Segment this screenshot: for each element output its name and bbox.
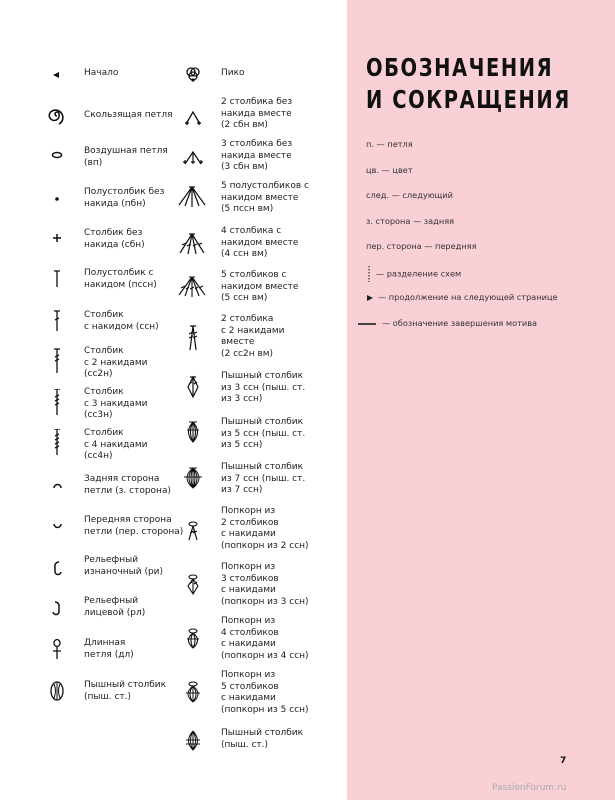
arrow-right-icon <box>366 294 374 302</box>
legend-label: Пышный столбик (пыш. ст.) <box>84 680 167 702</box>
page-title <box>366 52 571 116</box>
legend-label: 3 столбика без накида вместе (3 сбн вм) <box>221 139 293 172</box>
legend-label: 4 столбика с накидом вместе (4 ссн вм) <box>221 226 299 259</box>
legend-label: Полустолбик с накидом (пссн) <box>84 268 157 290</box>
popcorn4-icon <box>180 625 206 651</box>
back-loop-icon <box>44 472 70 498</box>
legend-label: Попкорн из 4 столбиков с накидами (попкорн из 4 ссн) <box>221 616 309 661</box>
legend-label: Попкорн из 2 столбиков с накидами (попкорн из 2 ссн) <box>221 506 309 551</box>
sc2tog-icon <box>180 104 206 130</box>
legend-label: Скользящая петля <box>84 110 173 120</box>
legend-label: 2 столбика без накида вместе (2 сбн вм) <box>221 97 293 130</box>
solid-line-icon <box>358 321 378 327</box>
trtr-icon <box>44 429 70 455</box>
abbr-text: — разделение схем <box>376 268 462 279</box>
legend-label: Рельефный изнаночный (ри) <box>84 555 164 577</box>
t-stitch-icon <box>44 266 70 292</box>
legend-label: Передняя сторона петли (пер. сторона) <box>84 515 184 537</box>
legend-label: Столбик с накидом (ссн) <box>84 310 159 332</box>
page-number: 7 <box>560 756 567 766</box>
dc5tog-icon <box>177 274 203 300</box>
legend-label: Задняя сторона петли (з. сторона) <box>84 474 171 496</box>
abbr-item: пер. сторона — передняя <box>366 241 477 251</box>
tr2tog-icon <box>180 325 206 351</box>
puff7-icon <box>180 465 206 491</box>
abbr-item: след. — следующий <box>366 190 453 200</box>
front-post-icon <box>44 595 70 621</box>
title-line-1: ОБОЗНАЧЕНИЯ <box>366 53 554 82</box>
legend-label: Пышный столбик из 7 ссн (пыш. ст. из 7 ссн) <box>221 462 306 495</box>
pink-panel <box>347 0 615 800</box>
popcorn2-icon <box>180 518 206 544</box>
legend-label: Длинная петля (дл) <box>84 638 134 660</box>
legend-label: Столбик с 2 накидами (сс2н) <box>84 346 148 379</box>
dc-icon <box>44 308 70 334</box>
dot-icon <box>44 186 70 212</box>
legend-label: Полустолбик без накида (пбн) <box>84 187 165 209</box>
puff5-icon <box>180 419 206 445</box>
abbr-item-solid <box>358 318 537 328</box>
slip-loop-icon <box>44 103 70 129</box>
legend-label: Столбик с 3 накидами (сс3н) <box>84 387 148 420</box>
abbr-item-dotted <box>366 266 461 282</box>
watermark: PassionForum.ru <box>492 783 567 793</box>
legend-label: Пико <box>221 68 245 78</box>
puff-stitch-icon <box>180 727 206 753</box>
abbr-item: з. сторона — задняя <box>366 216 455 226</box>
legend-label: Рельефный лицевой (рл) <box>84 596 146 618</box>
back-post-icon <box>44 555 70 581</box>
picot-icon <box>180 61 206 87</box>
start-arrow-icon <box>44 62 70 88</box>
dtr-icon <box>44 389 70 415</box>
legend-label: Воздушная петля (вп) <box>84 146 168 168</box>
legend-label: Начало <box>84 68 119 78</box>
legend-label: Пышный столбик (пыш. ст.) <box>221 728 304 750</box>
legend-label: Пышный столбик из 3 ссн (пыш. ст. из 3 ссн) <box>221 371 306 404</box>
hdc5tog-icon <box>177 184 203 210</box>
popcorn3-icon <box>180 571 206 597</box>
long-loop-icon <box>44 635 70 661</box>
legend-label: Столбик с 4 накидами (сс4н) <box>84 428 148 461</box>
legend-label: Попкорн из 3 столбиков с накидами (попкорн из 3 ссн) <box>221 562 309 607</box>
abbr-item: цв. — цвет <box>366 165 413 175</box>
abbr-item-arrow <box>366 292 558 302</box>
abbr-text: — продолжение на следующей странице <box>378 292 558 302</box>
sc3tog-icon <box>180 144 206 170</box>
front-loop-icon <box>44 513 70 539</box>
legend-label: 5 столбиков с накидом вместе (5 ссн вм) <box>221 270 299 303</box>
title-line-2: И СОКРАЩЕНИЯ <box>366 85 571 114</box>
legend-label: Пышный столбик из 5 ссн (пыш. ст. из 5 ссн) <box>221 417 306 450</box>
popcorn5-icon <box>180 679 206 705</box>
abbr-text: — обозначение завершения мотива <box>382 318 538 328</box>
chain-oval-icon <box>44 142 70 168</box>
legend-label: 2 столбика с 2 накидами вместе (2 сс2н вм) <box>221 314 285 359</box>
legend-label: 5 полустолбиков с накидом вместе (5 пссн вм) <box>221 181 309 214</box>
abbr-item: п. — петля <box>366 139 413 149</box>
dotted-line-icon <box>366 266 372 282</box>
tr-icon <box>44 348 70 374</box>
dc4tog-icon <box>177 231 203 257</box>
legend-label: Попкорн из 5 столбиков с накидами (попкорн из 5 ссн) <box>221 670 309 715</box>
legend-label: Столбик без накида (сбн) <box>84 228 145 250</box>
puff3-icon <box>180 374 206 400</box>
puff-icon <box>44 678 70 704</box>
plus-icon <box>44 225 70 251</box>
